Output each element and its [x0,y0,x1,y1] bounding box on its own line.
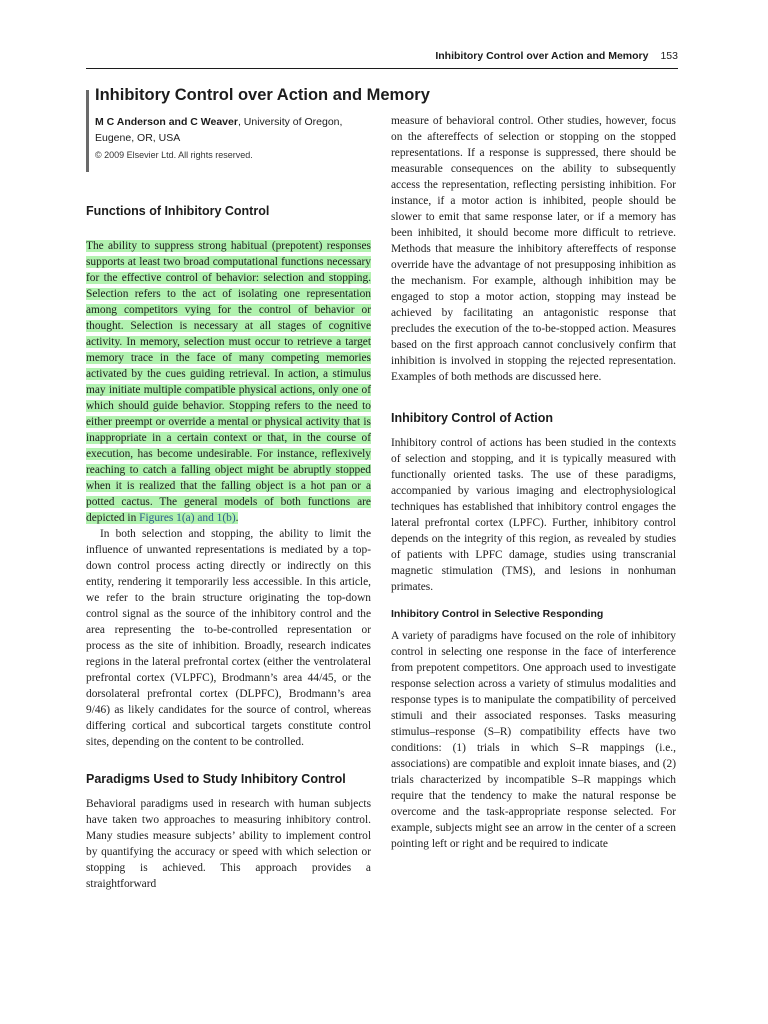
section-heading-paradigms: Paradigms Used to Study Inhibitory Control [86,772,346,786]
paragraph-continued: measure of behavioral control. Other studies, however, focus on the aftereffects of selection or stopping on the stopped representations. If a response is suppressed, there should be measurable consequences on the ability to subsequently access the representation, reflecting persisting inhibition. For instance, if a motor action is inhibited, people should be slower to emit that same response later, or if a memory has been inhibited, it should become more difficult to retrieve. Methods that measure the inhibitory aftereffects of response override have the advantage of not presupposing inhibition as the mechanism. For example, although inhibition may be engaged to stop a motor action, stopping may instead be achieved by facilitating an antagonistic response that precludes the execution of the to-be-stopped action. Measures based on the first approach cannot conclusively confirm that inhibition is involved in stopping the rejected representation. Examples of both methods are discussed here. [391,115,676,383]
running-head [435,50,678,62]
section-heading-action: Inhibitory Control of Action [391,411,554,425]
paragraph-selective-1: A variety of paradigms have focused on the role of inhibitory control in selecting one response in the face of interference from prepotent competitors. One approach used to investigate response selection across a variety of stimulus modalities and response types is to manipulate the compatibility of perceived stimuli and their associated responses. Tasks measuring stimulus–response (S–R) compatibility effects have two conditions: (1) trials in which S–R mappings (i.e., associations) are compatible and exploit innate biases, and (2) trials characterized by incompatible S–R mappings which require that the tendency to make the natural response be overcome and the task-appropriate response selected. For example, subjects might see an arrow in the center of a screen pointing left or right and be required to indicate [391,630,676,850]
page-number: 153 [660,50,678,62]
copyright-notice: © 2009 Elsevier Ltd. All rights reserved. [95,150,253,160]
section-heading-functions: Functions of Inhibitory Control [86,204,270,218]
highlighted-text-end: . [235,512,239,524]
author-names: M C Anderson and C Weaver [95,116,238,128]
header-rule [86,68,678,69]
figure-link[interactable]: Figures 1(a) and 1(b) [139,512,236,524]
paragraph-paradigms-1: Behavioral paradigms used in research with human subjects have taken two approaches to measuring inhibitory control. Many studies measure subjects’ ability to implement control by quantifying the accuracy or speed with which selection or stopping is achieved. This approach provides a straightforward [86,798,371,890]
left-column [86,202,371,892]
title-side-bar [86,90,89,172]
author-line [95,114,375,146]
subsection-heading-selective: Inhibitory Control in Selective Responding [391,608,604,620]
highlighted-text[interactable]: The ability to suppress strong habitual (prepotent) responses supports at least two broad computational functions necessary for the effective control of behavior: selection and stopping. Selection refers to the act of isolating one representation among competitors vying for the control of behavior or thought. Selection is necessary at all stages of cognitive activity. In memory, selection must occur to retrieve a target memory trace in the face of many competing memories activated by the cues guiding retrieval. In action, a stimulus may initiate multiple compatible physical actions, only one of which should guide behavior. Stopping refers to the need to either preempt or override a mental or physical activity that is inappropriate in a certain context or that, in the course of execution, has become undesirable. For instance, reflexively reaching to catch a falling object might be abruptly stopped when it is realized that the falling object is a hot pan or a potted cactus. The general models of both functions are depicted in [86,240,371,524]
article-title: Inhibitory Control over Action and Memory [95,86,430,104]
paragraph-functions-2: In both selection and stopping, the ability to limit the influence of unwanted representations is mediated by a top-down control process acting directly or indirectly on this entity, rendering it temporarily less accessible. In this article, we refer to the brain structure originating the top-down control signal as the source of the inhibitory control and the area representing the to-be-controlled representation or process as the site of inhibition. Broadly, research indicates regions in the lateral prefrontal cortex (either the ventrolateral prefrontal cortex (VLPFC), Brodmann’s area 44/45, or the dorsolateral prefrontal cortex (DLPFC), Brodmann’s area 9/46) as likely candidates for the source of control, whereas differing cortical and subcortical targets constitute control sites, depending on the content to be controlled. [86,528,371,748]
running-head-title: Inhibitory Control over Action and Memory [435,50,649,62]
paragraph-functions-1 [86,238,371,526]
right-column [391,113,676,852]
author-affiliation: , University of Oregon, Eugene, OR, USA [95,116,343,144]
paragraph-action-1: Inhibitory control of actions has been studied in the contexts of selection and stopping, and it is typically measured with functionally oriented tasks. The use of these paradigms, accompanied by various imaging and electrophysiological techniques has established that inhibitory control engages the lateral prefrontal cortex (LPFC). Further, inhibitory control depends on the integrity of this region, as revealed by studies of patients with LPFC damage, studies using transcranial magnetic stimulation (TMS), and lesions in nonhuman primates. [391,437,676,593]
